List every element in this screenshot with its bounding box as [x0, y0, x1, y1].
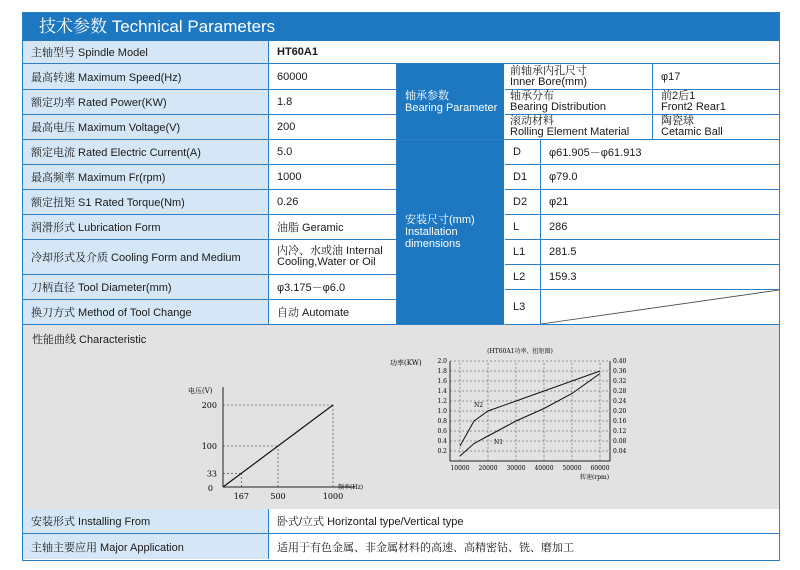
bearing-rolling-name — [505, 115, 653, 140]
installation-dimensions-label — [397, 140, 505, 325]
bearing-label-en: Bearing Parameter — [405, 101, 498, 114]
value-cooling — [269, 240, 397, 275]
bearing-distribution-en: Bearing Distribution — [510, 101, 606, 113]
dim-key-l1: L1 — [505, 240, 541, 265]
characteristic-label: 性能曲线 Characteristic — [32, 334, 147, 346]
dim-value-l2: 159.3 — [541, 265, 779, 290]
bearing-inner-bore-en: Inner Bore(mm) — [510, 75, 588, 88]
x-tick-label: 40000 — [534, 465, 554, 472]
value-rated-power: 1.8 — [269, 90, 397, 115]
bearing-distribution-value — [653, 90, 779, 115]
bearing-distribution-name — [505, 90, 653, 115]
x-tick-label: 50000 — [562, 465, 582, 472]
dim-key-d1: D1 — [505, 165, 541, 190]
dim-value-d1: φ79.0 — [541, 165, 779, 190]
y-tick-label-left: 0.6 — [437, 428, 447, 435]
dim-value-l1: 281.5 — [541, 240, 779, 265]
y-tick-label-right: 0.04 — [613, 448, 627, 455]
installation-label-en1: Installation — [405, 226, 458, 238]
y-tick-label-right: 0.16 — [613, 418, 627, 425]
y-tick-label-left: 1.8 — [437, 368, 447, 375]
bearing-rolling-value-cn: 陶瓷球 — [661, 115, 694, 127]
label-application: 主轴主要应用 Major Application — [23, 534, 269, 559]
y-tick-label-right: 0.28 — [613, 388, 627, 395]
dim-key-l3: L3 — [505, 290, 541, 325]
label-cooling: 冷却形式及介质 Cooling Form and Medium — [23, 240, 269, 275]
series-label-n1: N1 — [494, 439, 504, 446]
series-label-n2: N2 — [474, 402, 484, 409]
dim-value-d2: φ21 — [541, 190, 779, 215]
value-max-speed: 60000 — [269, 64, 397, 90]
y-tick-label-left: 0.2 — [437, 448, 447, 455]
y-tick-label-left: 1.0 — [437, 408, 447, 415]
characteristic-panel — [23, 325, 779, 510]
x-tick-label: 500 — [270, 492, 286, 501]
value-application: 适用于有色金属、非金属材料的高速、高精密钻、铣、磨加工 — [269, 534, 779, 559]
chart-title: (HT60A1功率、扭矩图) — [487, 348, 553, 355]
label-max-speed: 最高转速 Maximum Speed(Hz) — [23, 64, 269, 90]
value-lubrication: 油脂 Geramic — [269, 215, 397, 240]
y-tick-label-left: 0.4 — [437, 438, 447, 445]
value-cooling-line2: Cooling,Water or Oil — [277, 256, 376, 268]
y-tick-label: 200 — [201, 401, 217, 410]
dim-value-l: 286 — [541, 215, 779, 240]
value-max-voltage: 200 — [269, 115, 397, 140]
bearing-parameter-label — [397, 64, 505, 140]
label-installing: 安装形式 Installing From — [23, 509, 269, 534]
series-line-n1 — [460, 374, 600, 457]
label-lubrication: 润滑形式 Lubrication Form — [23, 215, 269, 240]
dim-value-d: φ61.905－φ61.913 — [541, 140, 779, 165]
y-tick-label-right: 0.12 — [613, 428, 627, 435]
label-rated-power: 额定功率 Rated Power(KW) — [23, 90, 269, 115]
spec-sheet — [22, 12, 780, 561]
installation-label-en2: dimensions — [405, 238, 461, 250]
installation-label-cn: 安装尺寸(mm) — [405, 214, 475, 226]
y-tick-label-left: 0.8 — [437, 418, 447, 425]
bearing-inner-bore-name — [505, 64, 653, 90]
bearing-rolling-value — [653, 115, 779, 140]
label-max-fr: 最高频率 Maximum Fr(rpm) — [23, 165, 269, 190]
y-tick-label-right: 0.32 — [613, 378, 627, 385]
y-tick-label-right: 0.24 — [613, 398, 627, 405]
x-tick-label: 10000 — [450, 465, 470, 472]
bearing-inner-bore-cn: 前轴承内孔尺寸 — [510, 64, 587, 77]
y-tick-label-right: 0.40 — [613, 358, 627, 365]
origin-label: 0 — [207, 484, 213, 493]
label-tool-change: 换刀方式 Method of Tool Change — [23, 300, 269, 325]
y-tick-label-left: 1.6 — [437, 378, 447, 385]
bearing-distribution-cn: 轴承分布 — [510, 90, 554, 102]
x-tick-label: 60000 — [590, 465, 610, 472]
dim-key-l: L — [505, 215, 541, 240]
bearing-rolling-cn: 滚动材料 — [510, 115, 554, 127]
empty-cell-slash — [541, 290, 779, 324]
value-rated-current: 5.0 — [269, 140, 397, 165]
bearing-distribution-value-en: Front2 Rear1 — [661, 101, 726, 113]
value-max-fr: 1000 — [269, 165, 397, 190]
dim-key-l2: L2 — [505, 265, 541, 290]
y-tick-label-left: 2.0 — [437, 358, 447, 365]
y-tick-label-right: 0.20 — [613, 408, 627, 415]
dim-key-d2: D2 — [505, 190, 541, 215]
page-title-text: 技术参数 Technical Parameters — [39, 17, 276, 36]
value-tool-diameter: φ3.175－φ6.0 — [269, 275, 397, 300]
value-rated-torque: 0.26 — [269, 190, 397, 215]
x-axis-label: 频率(Hz) — [338, 484, 364, 491]
dim-value-l3 — [541, 290, 779, 325]
label-tool-diameter: 刀柄直径 Tool Diameter(mm) — [23, 275, 269, 300]
label-max-voltage: 最高电压 Maximum Voltage(V) — [23, 115, 269, 140]
value-spindle-model: HT60A1 — [269, 41, 779, 64]
y-axis-label-left: 功率(KW) — [390, 359, 422, 367]
dim-key-d: D — [505, 140, 541, 165]
x-tick-label: 1000 — [322, 492, 344, 501]
y-axis-label: 电压(V) — [188, 387, 213, 395]
bearing-rolling-en: Rolling Element Material — [510, 126, 630, 138]
label-rated-torque: 额定扭矩 S1 Rated Torque(Nm) — [23, 190, 269, 215]
bearing-inner-bore-value: φ17 — [653, 64, 779, 90]
voltage-frequency-chart — [183, 370, 383, 500]
y-tick-label-right: 0.08 — [613, 438, 627, 445]
y-tick-label-left: 1.4 — [437, 388, 447, 395]
label-rated-current: 额定电流 Rated Electric Current(A) — [23, 140, 269, 165]
y-tick-label: 33 — [206, 469, 217, 479]
x-tick-label: 20000 — [478, 465, 498, 472]
value-tool-change: 自动 Automate — [269, 300, 397, 325]
y-tick-label-left: 1.2 — [437, 398, 447, 405]
bearing-label-cn: 轴承参数 — [405, 89, 449, 102]
label-spindle-model: 主轴型号 Spindle Model — [23, 41, 269, 64]
bearing-rolling-value-en: Cetamic Ball — [661, 126, 723, 138]
bearing-distribution-value-cn: 前2后1 — [661, 90, 696, 102]
x-tick-label: 167 — [233, 492, 250, 501]
x-tick-label: 30000 — [506, 465, 526, 472]
value-cooling-line1: 内冷、水或油 Internal — [277, 245, 383, 257]
x-axis-label: 转速(rpm) — [580, 474, 610, 481]
value-installing: 卧式/立式 Horizontal type/Vertical type — [269, 509, 779, 534]
power-torque-chart — [380, 343, 627, 488]
y-tick-label: 100 — [201, 442, 217, 451]
page-title — [23, 13, 779, 41]
y-tick-label-right: 0.36 — [613, 368, 627, 375]
